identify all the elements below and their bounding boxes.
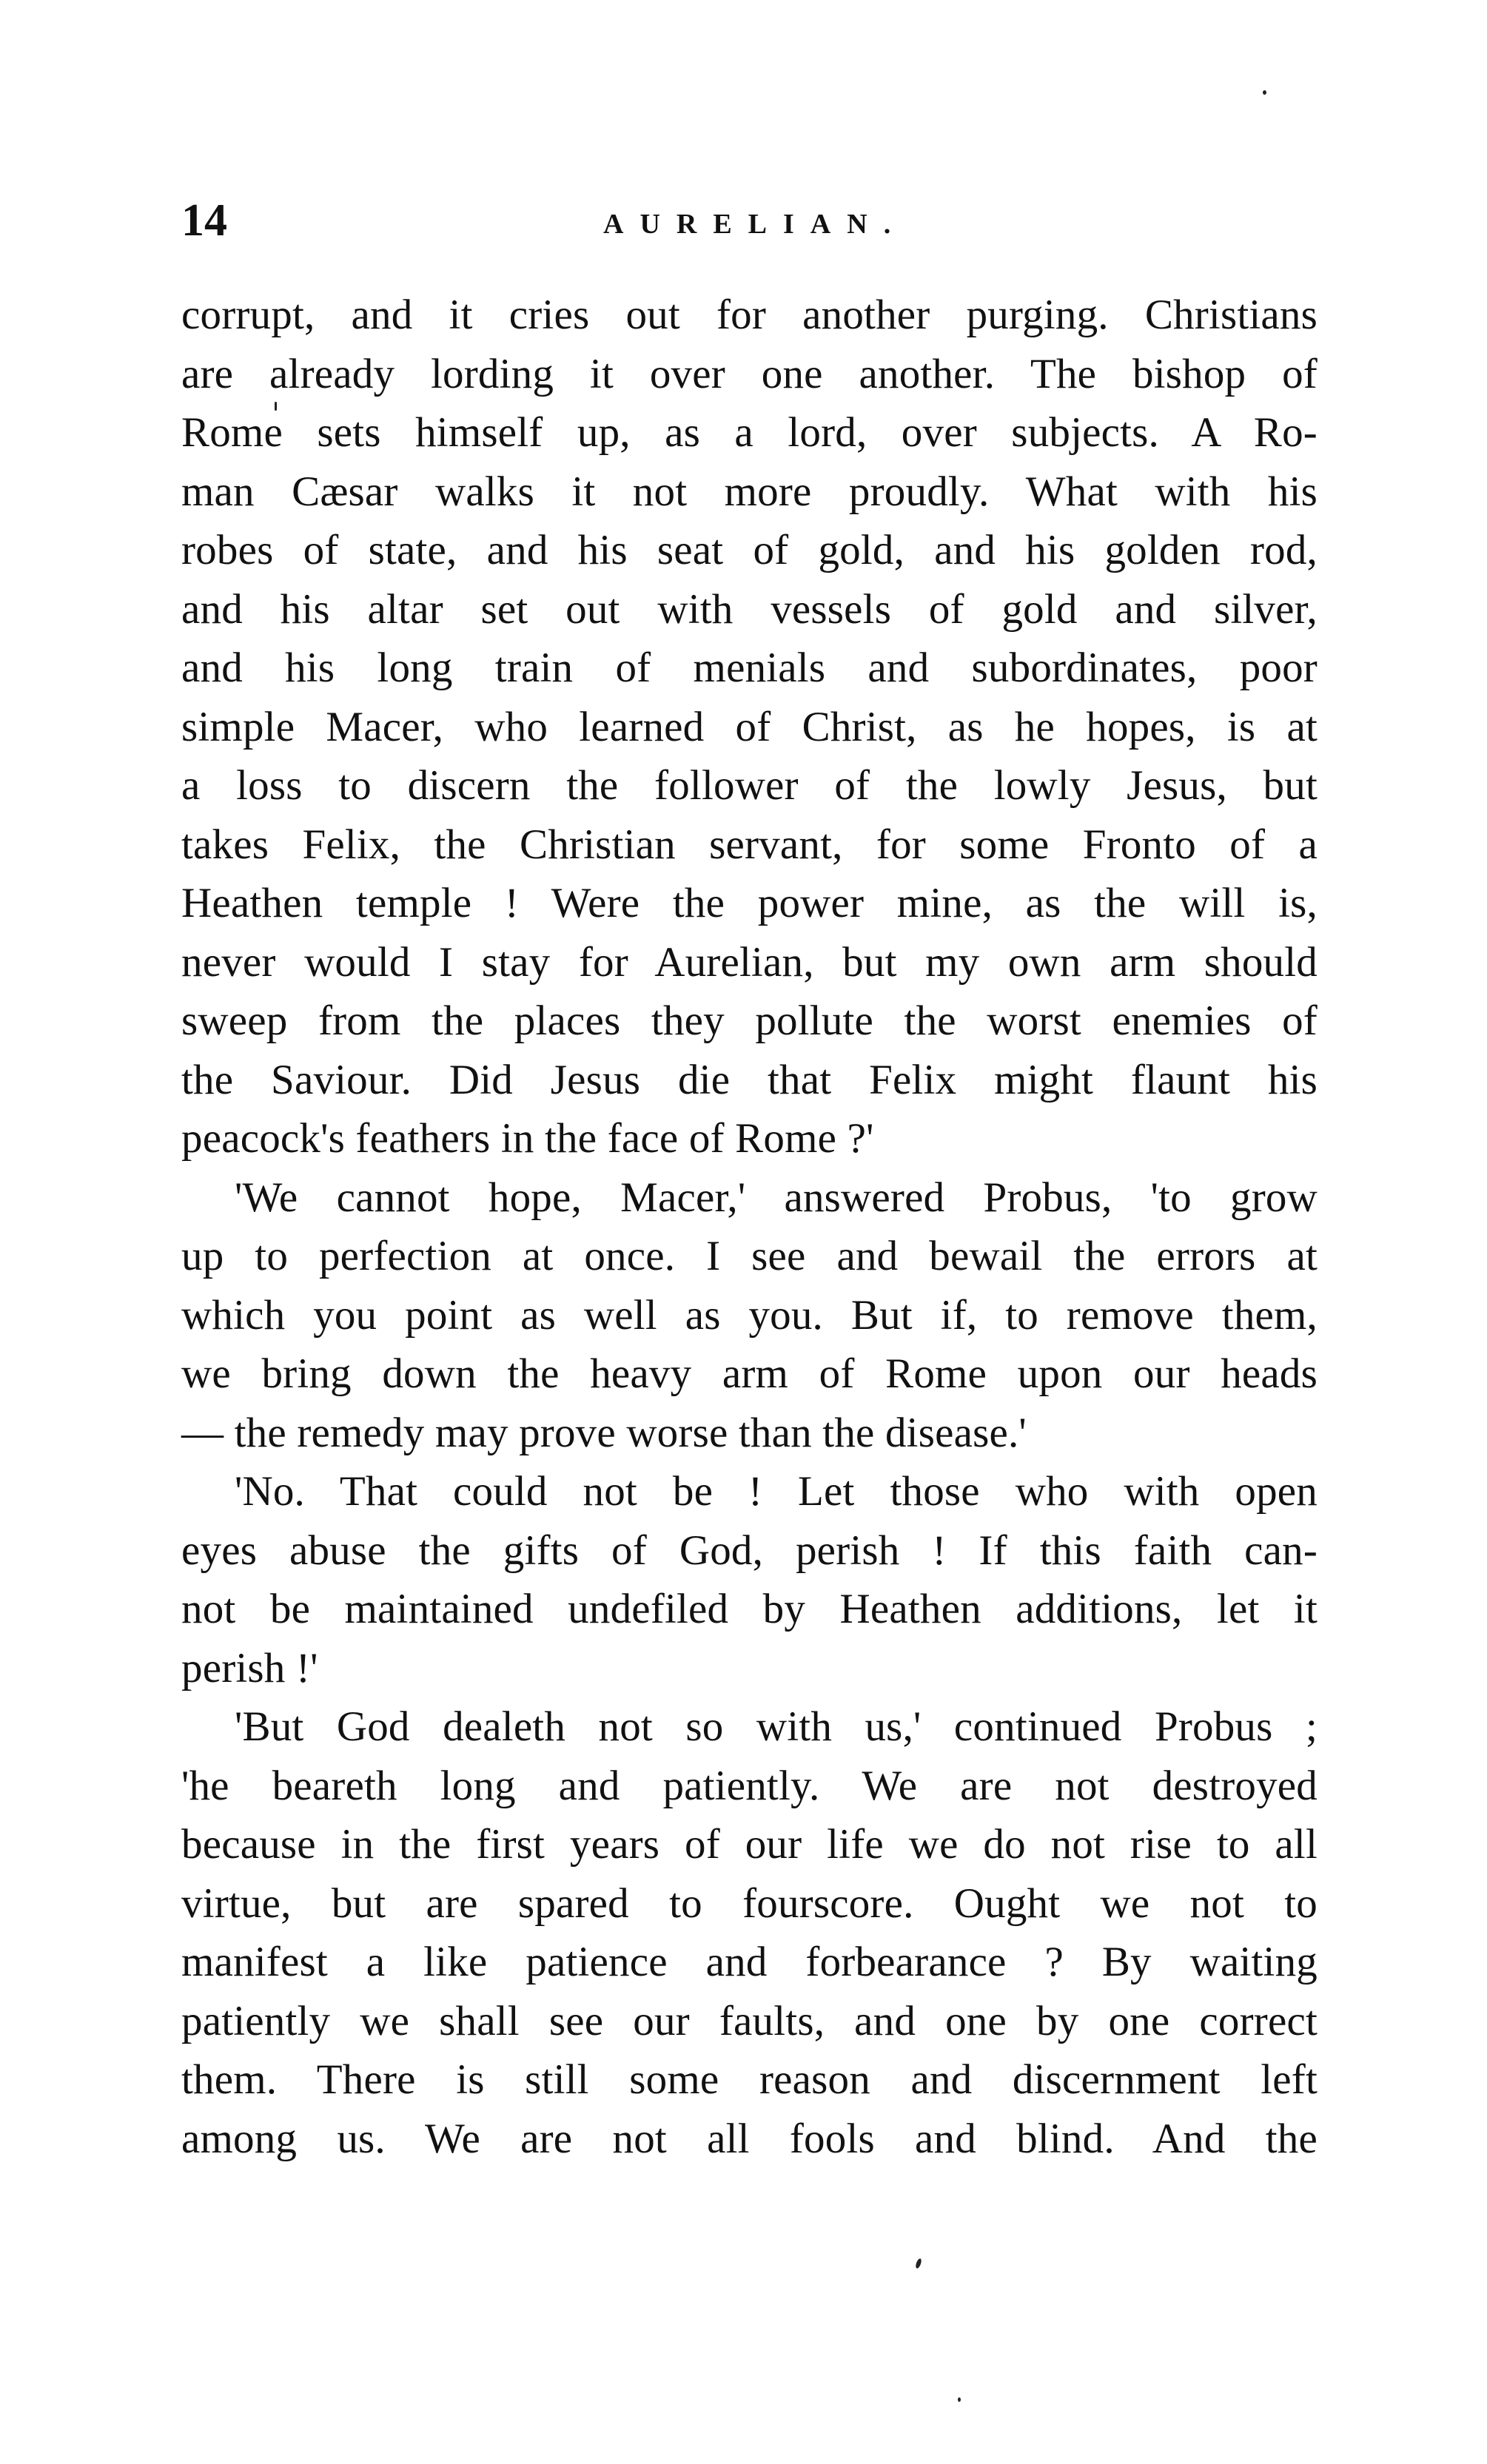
text-line: peacock's feathers in the face of Rome ?' (181, 1115, 874, 1162)
text-line: patiently we shall see our faults, and one by one correct (181, 1997, 1318, 2044)
page-number: 14 (181, 195, 227, 246)
text-line: Heathen temple ! Were the power mine, as the will is, (181, 880, 1318, 926)
text-line: virtue, but are spared to fourscore. Ought we not to (181, 1879, 1318, 1927)
text-line: among us. We are not all fools and blind. And the (181, 2115, 1318, 2162)
text-line: corrupt, and it cries out for another purging. Christians (181, 292, 1318, 338)
text-line: which you point as well as you. But if, to remove them, (181, 1291, 1318, 1339)
text-line: takes Felix, the Christian servant, for some Fronto of a (181, 821, 1318, 868)
text-line: a loss to discern the follower of the lowly Jesus, but (181, 762, 1318, 809)
text-line: and his long train of menials and subordinates, poor (181, 644, 1318, 691)
scan-speck (915, 2258, 922, 2269)
text-line: 'We cannot hope, Macer,' answered Probus, 'to grow (235, 1174, 1318, 1221)
text-line: perish !' (181, 1644, 318, 1692)
text-line: manifest a like patience and forbearance ? By waiting (181, 1939, 1318, 1985)
text-line: man Cæsar walks it not more proudly. What with his (181, 468, 1318, 515)
scan-speck (1263, 90, 1266, 95)
text-line: Rome sets himself up, as a lord, over subjects. A Ro- (181, 409, 1318, 456)
text-line: never would I stay for Aurelian, but my own arm should (181, 938, 1318, 986)
text-line: 'he beareth long and patiently. We are not destroyed (181, 1762, 1318, 1809)
text-line: we bring down the heavy arm of Rome upon our heads (181, 1350, 1318, 1397)
text-line: them. There is still some reason and discernment left (181, 2056, 1318, 2103)
running-title: AURELIAN. (603, 209, 907, 240)
text-line: up to perfection at once. I see and bewail the errors at (181, 1233, 1318, 1279)
text-line: 'No. That could not be ! Let those who with open (235, 1468, 1318, 1515)
text-line: 'But God dealeth not so with us,' continued Probus ; (235, 1703, 1318, 1750)
text-line: are already lording it over one another. The bishop of (181, 350, 1318, 397)
body-text (181, 286, 1318, 2168)
text-line: eyes abuse the gifts of God, perish ! If this faith can- (181, 1526, 1318, 1574)
text-line: and his altar set out with vessels of gold and silver, (181, 585, 1318, 633)
text-line: sweep from the places they pollute the worst enemies of (181, 997, 1318, 1044)
text-line: not be maintained undefiled by Heathen additions, let it (181, 1586, 1318, 1632)
text-line: simple Macer, who learned of Christ, as he hopes, is at (181, 703, 1318, 750)
scan-speck (958, 2397, 961, 2402)
text-line: the Saviour. Did Jesus die that Felix might flaunt his (181, 1056, 1318, 1103)
text-line: because in the first years of our life we do not rise to all (181, 1821, 1318, 1868)
text-line: robes of state, and his seat of gold, and his golden rod, (181, 527, 1318, 573)
text-line: — the remedy may prove worse than the disease.' (181, 1409, 1027, 1456)
running-head (181, 191, 1318, 250)
